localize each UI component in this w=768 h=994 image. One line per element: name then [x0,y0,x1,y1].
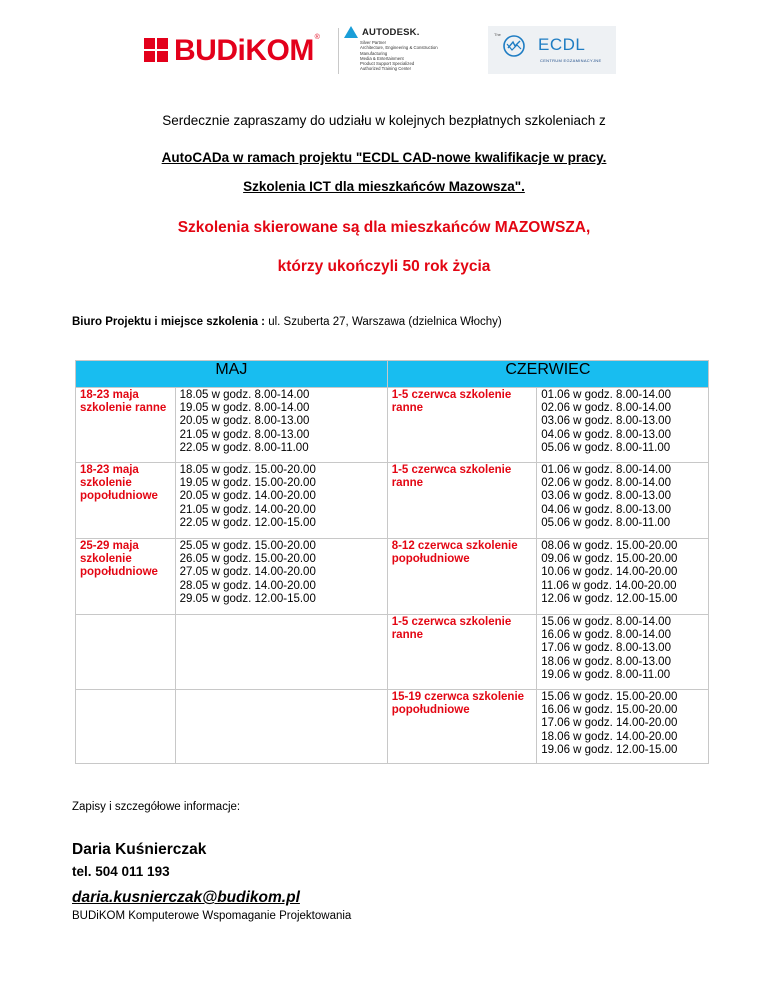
date-entry: 21.05 w godz. 8.00-13.00 [179,428,310,441]
june-session-dates [537,690,709,764]
schedule-row [76,463,709,539]
june-session-label: 15-19 czerwca szkolenie popołudniowe [387,690,536,764]
contact-phone: tel. 504 011 193 [72,864,170,879]
budikom-mark-icon [144,38,170,64]
autodesk-logo [344,26,460,76]
date-entry: 25.05 w godz. 15.00-20.00 [179,540,316,552]
date-entry: 28.05 w godz. 14.00-20.00 [179,579,316,592]
date-entry: 29.05 w godz. 12.00-15.00 [179,592,316,605]
date-entry: 12.06 w godz. 12.00-15.00 [541,592,678,605]
june-session-dates [537,539,709,615]
june-session-label: 1-5 czerwca szkolenie ranne [387,463,536,539]
date-entry: 11.06 w godz. 14.00-20.00 [541,579,677,592]
date-entry: 17.06 w godz. 8.00-13.00 [541,642,671,655]
date-entry: 15.06 w godz. 8.00-14.00 [541,616,671,628]
june-session-label: 8-12 czerwca szkolenie popołudniowe [387,539,536,615]
may-session-dates [175,463,387,539]
date-entry: 16.06 w godz. 15.00-20.00 [541,704,678,717]
ecdl-logo: The ECDL CENTRUM EGZAMINACYJNE [488,26,616,74]
date-entry: 04.06 w godz. 8.00-13.00 [541,503,671,516]
ecdl-subtitle: CENTRUM EGZAMINACYJNE [540,58,602,63]
date-entry: 04.06 w godz. 8.00-13.00 [541,428,671,441]
date-entry: 03.06 w godz. 8.00-13.00 [541,490,671,503]
ecdl-globe-icon [502,34,526,58]
project-office-label: Biuro Projektu i miejsce szkolenia : [72,316,269,328]
may-session-dates [175,690,387,764]
may-session-label [76,690,176,764]
date-entry: 22.05 w godz. 8.00-11.00 [179,441,309,454]
schedule-row [76,539,709,615]
date-entry: 26.05 w godz. 15.00-20.00 [179,553,316,566]
logo-divider [338,28,339,74]
intro-line-2: AutoCADa w ramach projektu "ECDL CAD-nowe kwalifikacje w pracy. [161,150,607,165]
date-entry: 20.05 w godz. 14.00-20.00 [179,490,316,503]
date-entry: 19.06 w godz. 12.00-15.00 [541,743,678,756]
date-entry: 15.06 w godz. 15.00-20.00 [541,691,678,703]
intro-line-3: Szkolenia ICT dla mieszkańców Mazowsza". [243,179,525,194]
date-entry: 09.06 w godz. 15.00-20.00 [541,553,678,566]
date-entry: 19.06 w godz. 8.00-11.00 [541,668,671,681]
ecdl-wordmark: ECDL [538,35,586,54]
may-session-dates [175,539,387,615]
date-entry: 10.06 w godz. 14.00-20.00 [541,566,678,579]
project-office-address: ul. Szuberta 27, Warszawa (dzielnica Włochy) [268,316,502,328]
may-session-label: 25-29 maja szkolenie popołudniowe [76,539,176,615]
target-audience-line-2: którzy ukończyli 50 rok życia [277,258,491,275]
may-session-label [76,615,176,690]
june-session-label: 1-5 czerwca szkolenie ranne [387,388,536,463]
date-entry: 01.06 w godz. 8.00-14.00 [541,389,671,401]
header-june: CZERWIEC [387,361,708,388]
autodesk-partner-lines: Silver Partner Architecture, Engineering & Construction Manufacturing Media & Entertainment Product Support Specialized Authorized Training Center [360,40,438,72]
autodesk-triangle-icon [344,26,358,38]
may-session-dates [175,615,387,690]
target-audience-line-1: Szkolenia skierowane są dla mieszkańców MAZOWSZA, [177,219,591,236]
intro-line-1: Serdecznie zapraszamy do udziału w kolejnych bezpłatnych szkoleniach z [162,113,606,128]
schedule-row [76,615,709,690]
may-session-dates [175,388,387,463]
date-entry: 03.06 w godz. 8.00-13.00 [541,415,671,428]
date-entry: 17.06 w godz. 14.00-20.00 [541,717,678,730]
project-office [72,316,502,328]
date-entry: 02.06 w godz. 8.00-14.00 [541,402,671,415]
date-entry: 21.05 w godz. 14.00-20.00 [179,503,316,516]
date-entry: 18.06 w godz. 14.00-20.00 [541,730,678,743]
june-session-dates [537,615,709,690]
company-name: BUDiKOM Komputerowe Wspomaganie Projektowania [72,910,352,922]
contact-name: Daria Kuśnierczak [72,841,207,858]
date-entry: 01.06 w godz. 8.00-14.00 [541,464,671,476]
autodesk-wordmark: AUTODESK. [362,26,420,38]
date-entry: 05.06 w godz. 8.00-11.00 [541,441,671,454]
date-entry: 02.06 w godz. 8.00-14.00 [541,477,671,490]
budikom-logo [144,34,320,68]
header-may: MAJ [76,361,388,388]
date-entry: 16.06 w godz. 8.00-14.00 [541,629,671,642]
budikom-wordmark: BUDiKOM [174,34,314,67]
logos-header [0,24,768,74]
june-session-dates [537,388,709,463]
date-entry: 19.05 w godz. 15.00-20.00 [179,477,316,490]
date-entry: 18.06 w godz. 8.00-13.00 [541,655,671,668]
date-entry: 05.06 w godz. 8.00-11.00 [541,516,671,529]
schedule-table [75,360,709,764]
may-session-label: 18-23 maja szkolenie ranne [76,388,176,463]
registered-mark: ® [314,34,320,41]
may-session-label: 18-23 maja szkolenie popołudniowe [76,463,176,539]
signup-info: Zapisy i szczegółowe informacje: [72,801,241,813]
schedule-row [76,690,709,764]
date-entry: 18.05 w godz. 8.00-14.00 [179,389,310,401]
june-session-dates [537,463,709,539]
date-entry: 18.05 w godz. 15.00-20.00 [179,464,316,476]
june-session-label: 1-5 czerwca szkolenie ranne [387,615,536,690]
schedule-body [76,388,709,764]
date-entry: 27.05 w godz. 14.00-20.00 [179,566,316,579]
date-entry: 19.05 w godz. 8.00-14.00 [179,402,310,415]
date-entry: 22.05 w godz. 12.00-15.00 [179,516,316,529]
contact-email-link[interactable]: daria.kusnierczak@budikom.pl [72,889,300,906]
date-entry: 08.06 w godz. 15.00-20.00 [541,540,678,552]
schedule-row [76,388,709,463]
date-entry: 20.05 w godz. 8.00-13.00 [179,415,310,428]
